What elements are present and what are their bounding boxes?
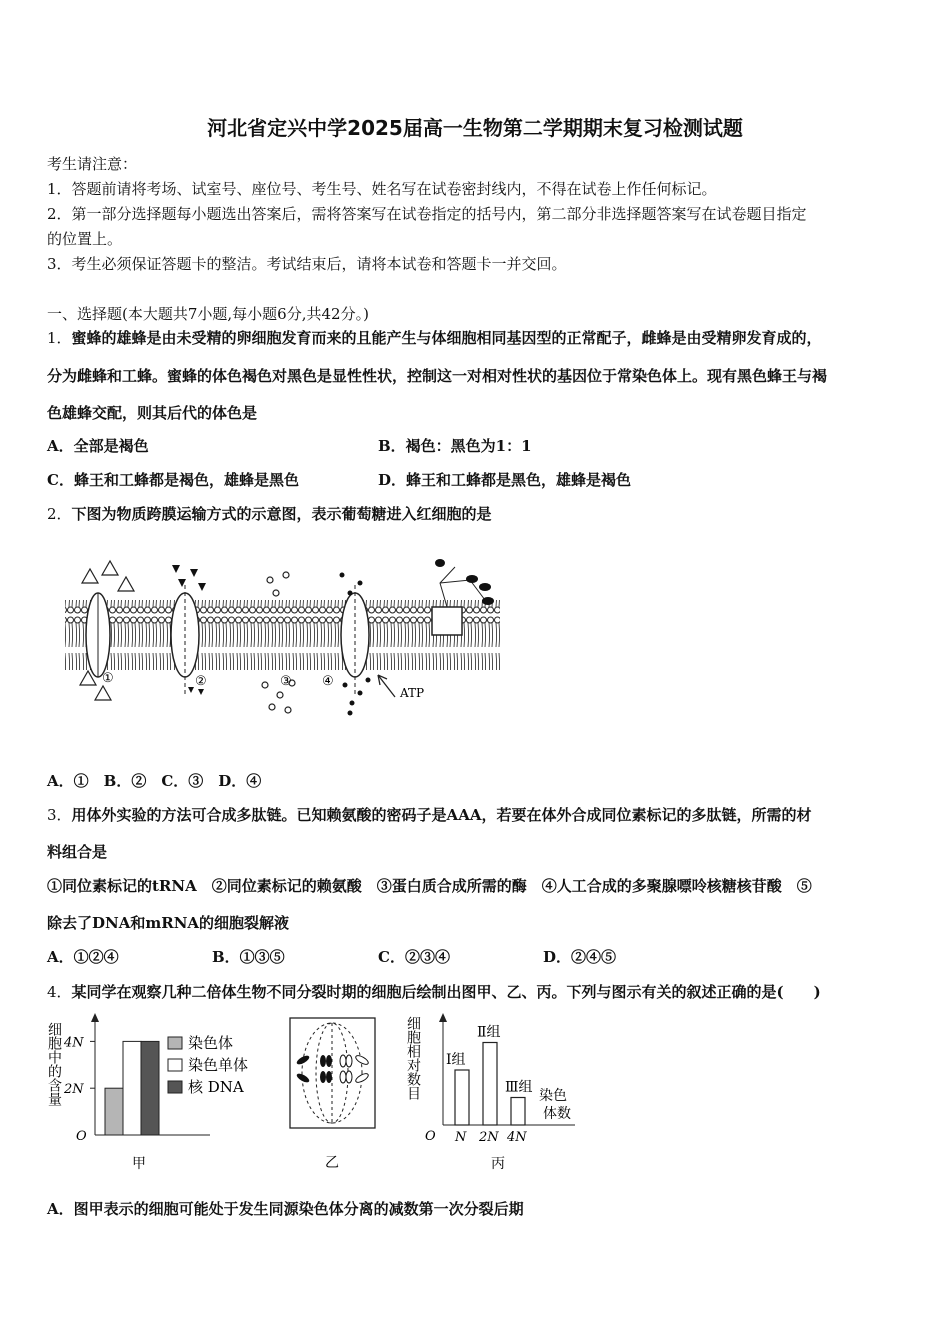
question-3-line-3: ①同位素标记的tRNA ②同位素标记的赖氨酸 ③蛋白质合成所需的酶 ④人工合成的多聚腺嘌呤核糖核苷酸 ⑤	[47, 877, 812, 895]
q3-option-a: A．①②④	[47, 948, 119, 966]
question-number: 1．	[47, 329, 72, 347]
bing-ylabel: 细胞相对数目	[405, 1016, 421, 1100]
jia-legend-label: 染色体	[188, 1034, 234, 1052]
bing-xlabel-1: 染色	[539, 1088, 567, 1104]
jia-title: 甲	[132, 1156, 146, 1172]
jia-bar-3	[141, 1041, 159, 1135]
chart-jia	[40, 1010, 280, 1175]
q3-option-c: C．②③④	[378, 948, 450, 966]
notice-item-1: 1．答题前请将考场、试室号、座位号、考生号、姓名写在试卷密封线内，不得在试卷上作任何标记。	[47, 180, 717, 198]
jia-legend-swatch	[168, 1081, 182, 1093]
section-heading: 一、选择题(本大题共7小题,每小题6分,共42分。)	[47, 305, 369, 323]
q3-option-d: D．②④⑤	[543, 948, 617, 966]
q1-option-b: B．褐色：黑色为1：1	[378, 437, 532, 455]
bing-group-label: Ⅲ组	[505, 1079, 533, 1096]
notice-item-2: 2．第一部分选择题每小题选出答案后，需将答案写在试卷指定的括号内，第二部分非选择题答案写在试卷题目指定	[47, 205, 807, 223]
question-3-line-4: 除去了DNA和mRNA的细胞裂解液	[47, 914, 290, 932]
notice-heading: 考生请注意：	[47, 155, 138, 173]
bing-group-label: Ⅱ组	[477, 1024, 501, 1041]
atp-label: ATP	[400, 686, 425, 700]
bing-title: 丙	[491, 1156, 505, 1172]
figure-label-2: ②	[195, 674, 207, 689]
page-title: 河北省定兴中学2025届高一生物第二学期期末复习检测试题	[207, 116, 743, 140]
bing-bar-1	[455, 1070, 469, 1125]
jia-ylabel: 细胞中的含量	[46, 1022, 62, 1106]
question-1-line-3: 色雄蜂交配，则其后代的体色是	[47, 404, 258, 422]
bing-bar-3	[511, 1098, 525, 1126]
jia-legend-label: 核 DNA	[188, 1078, 244, 1096]
notice-item-2-cont: 的位置上。	[47, 230, 123, 248]
q4-option-a: A．图甲表示的细胞可能处于发生同源染色体分离的减数第一次分裂后期	[47, 1200, 524, 1218]
bing-origin: O	[425, 1129, 436, 1144]
bing-xtick-label: 2N	[479, 1130, 499, 1145]
jia-legend-swatch	[168, 1037, 182, 1049]
question-3-line-2: 料组合是	[47, 843, 108, 861]
question-4: 4．某同学在观察几种二倍体生物不同分裂时期的细胞后绘制出图甲、乙、丙。下列与图示有关的叙述正确的是( )	[47, 983, 821, 1001]
figure-label-4: ④	[322, 674, 334, 689]
jia-bar-2	[123, 1041, 141, 1135]
q1-option-d: D．蜂王和工蜂都是黑色，雄蜂是褐色	[378, 471, 632, 489]
question-1-line-2: 分为雌蜂和工蜂。蜜蜂的体色褐色对黑色是显性性状，控制这一对相对性状的基因位于常染色体上。现有黑色蜂王与褐	[47, 367, 828, 385]
receptor-protein	[432, 607, 462, 635]
jia-ytick-label: 4N	[64, 1035, 84, 1051]
figure-label-3: ③	[280, 674, 292, 689]
jia-bar-1	[105, 1088, 123, 1135]
chart-bing	[405, 1010, 595, 1175]
question-1-line-1: 1．蜜蜂的雄蜂是由未受精的卵细胞发育而来的且能产生与体细胞相同基因型的正常配子，雌蜂是由受精卵发育成的，	[47, 329, 822, 347]
question-3-line-1: 3．用体外实验的方法可合成多肽链。已知赖氨酸的密码子是AAA，若要在体外合成同位素标记的多肽链，所需的材	[47, 806, 812, 824]
bing-group-label: Ⅰ组	[446, 1052, 466, 1068]
jia-ytick-label: 2N	[64, 1082, 84, 1098]
jia-origin: O	[76, 1129, 87, 1144]
q2-options: A．① B．② C．③ D．④	[47, 772, 262, 790]
bing-xtick-label: 4N	[507, 1130, 527, 1145]
yi-label: 乙	[325, 1155, 339, 1171]
q1-option-a: A．全部是褐色	[47, 437, 149, 455]
notice-item-3: 3．考生必须保证答题卡的整洁。考试结束后，请将本试卷和答题卡一并交回。	[47, 255, 567, 273]
figure-label-1: ①	[102, 671, 114, 686]
bing-bar-2	[483, 1043, 497, 1126]
q3-option-b: B．①③⑤	[212, 948, 285, 966]
membrane-transport-figure	[60, 545, 510, 720]
bing-xlabel-2: 体数	[543, 1106, 571, 1122]
bing-xtick-label: N	[455, 1130, 467, 1145]
question-2: 2．下图为物质跨膜运输方式的示意图，表示葡萄糖进入红细胞的是	[47, 505, 492, 523]
jia-legend-swatch	[168, 1059, 182, 1071]
figure-yi	[285, 1015, 385, 1175]
q1-option-c: C．蜂王和工蜂都是褐色，雄蜂是黑色	[47, 471, 299, 489]
jia-legend-label: 染色单体	[188, 1056, 249, 1074]
